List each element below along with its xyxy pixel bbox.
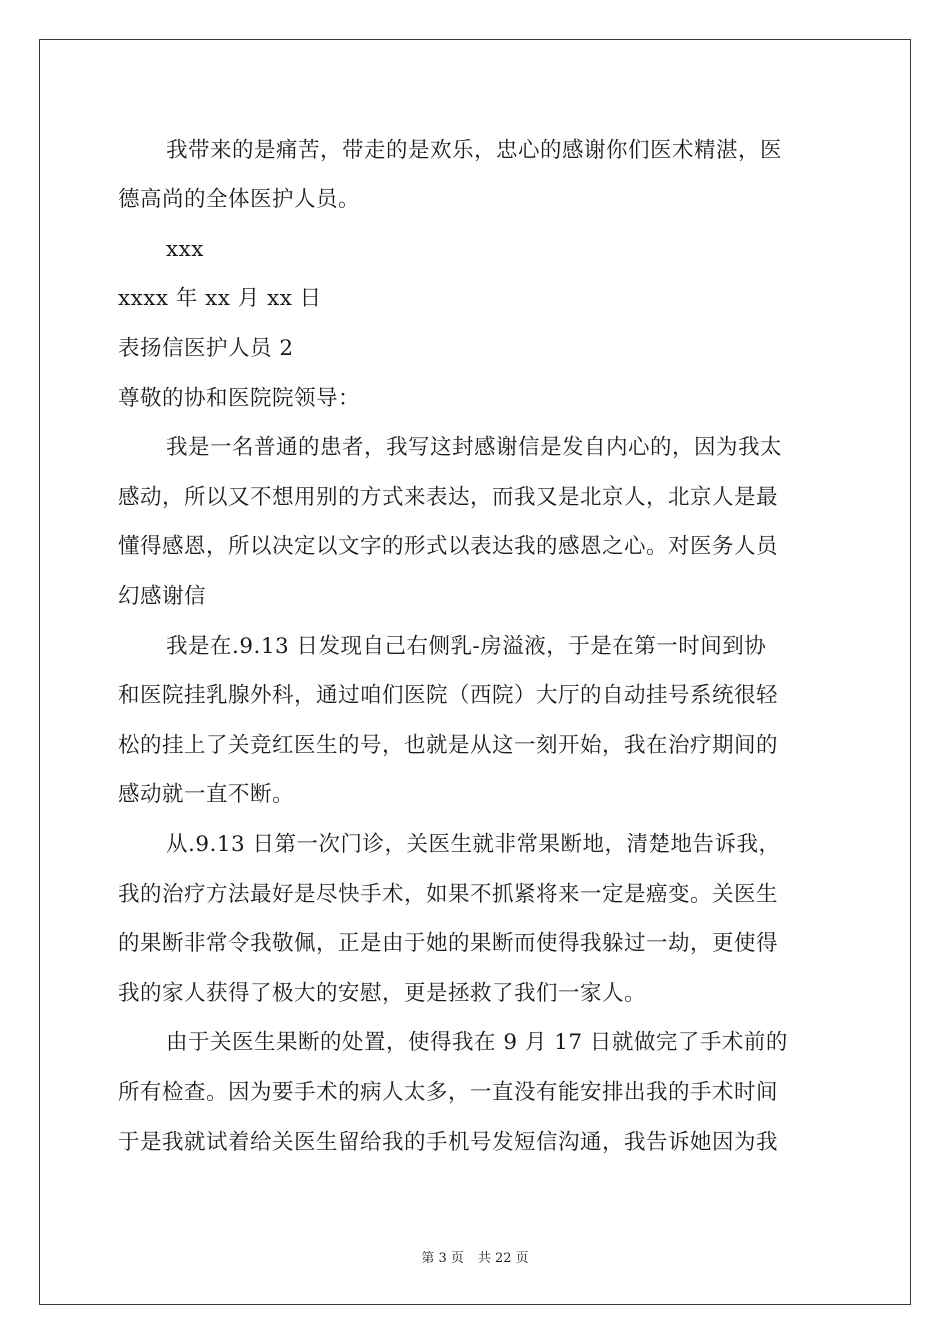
text-line: 我带来的是痛苦，带走的是欢乐，忠心的感谢你们医术精湛，医 [166,138,783,163]
text-line: 幻感谢信 [118,584,207,609]
text-line: 所有检查。因为要手术的病人太多，一直没有能安排出我的手术时间 [118,1080,779,1105]
signature-name: xxx [166,237,204,262]
text-line: 懂得感恩，所以决定以文字的形式以表达我的感恩之心。对医务人员 [118,534,779,559]
text-line: 于是我就试着给关医生留给我的手机号发短信沟通，我告诉她因为我 [118,1130,779,1155]
section-title: 表扬信医护人员 2 [118,336,294,361]
text-line: 我是在.9.13 日发现自己右侧乳-房溢液，于是在第一时间到协 [166,634,767,659]
text-line: 从.9.13 日第一次门诊，关医生就非常果断地，清楚地告诉我， [166,832,781,857]
salutation: 尊敬的协和医院院领导： [118,386,361,411]
text-line: 由于关医生果断的处置，使得我在 9 月 17 日就做完了手术前的 [166,1030,788,1055]
signature-date: xxxx 年 xx 月 xx 日 [118,286,322,311]
text-line: 感动，所以又不想用别的方式来表达，而我又是北京人，北京人是最 [118,485,779,510]
text-line: 感动就一直不断。 [118,782,295,807]
text-line: 我的治疗方法最好是尽快手术，如果不抓紧将来一定是癌变。关医生 [118,882,779,907]
page-total: 共 22 页 [477,1251,529,1266]
text-line: 德高尚的全体医护人员。 [118,187,361,212]
page-number: 第 3 页 [421,1251,464,1266]
text-line: 我的家人获得了极大的安慰，更是拯救了我们一家人。 [118,981,647,1006]
text-line: 的果断非常令我敬佩，正是由于她的果断而使得我躲过一劫，更使得 [118,931,779,956]
text-line: 和医院挂乳腺外科，通过咱们医院（西院）大厅的自动挂号系统很轻 [118,683,779,708]
page-border [39,39,911,1305]
page-footer [0,1247,950,1266]
text-line: 我是一名普通的患者，我写这封感谢信是发自内心的，因为我太 [166,435,783,460]
text-line: 松的挂上了关竞红医生的号，也就是从这一刻开始，我在治疗期间的 [118,733,779,758]
